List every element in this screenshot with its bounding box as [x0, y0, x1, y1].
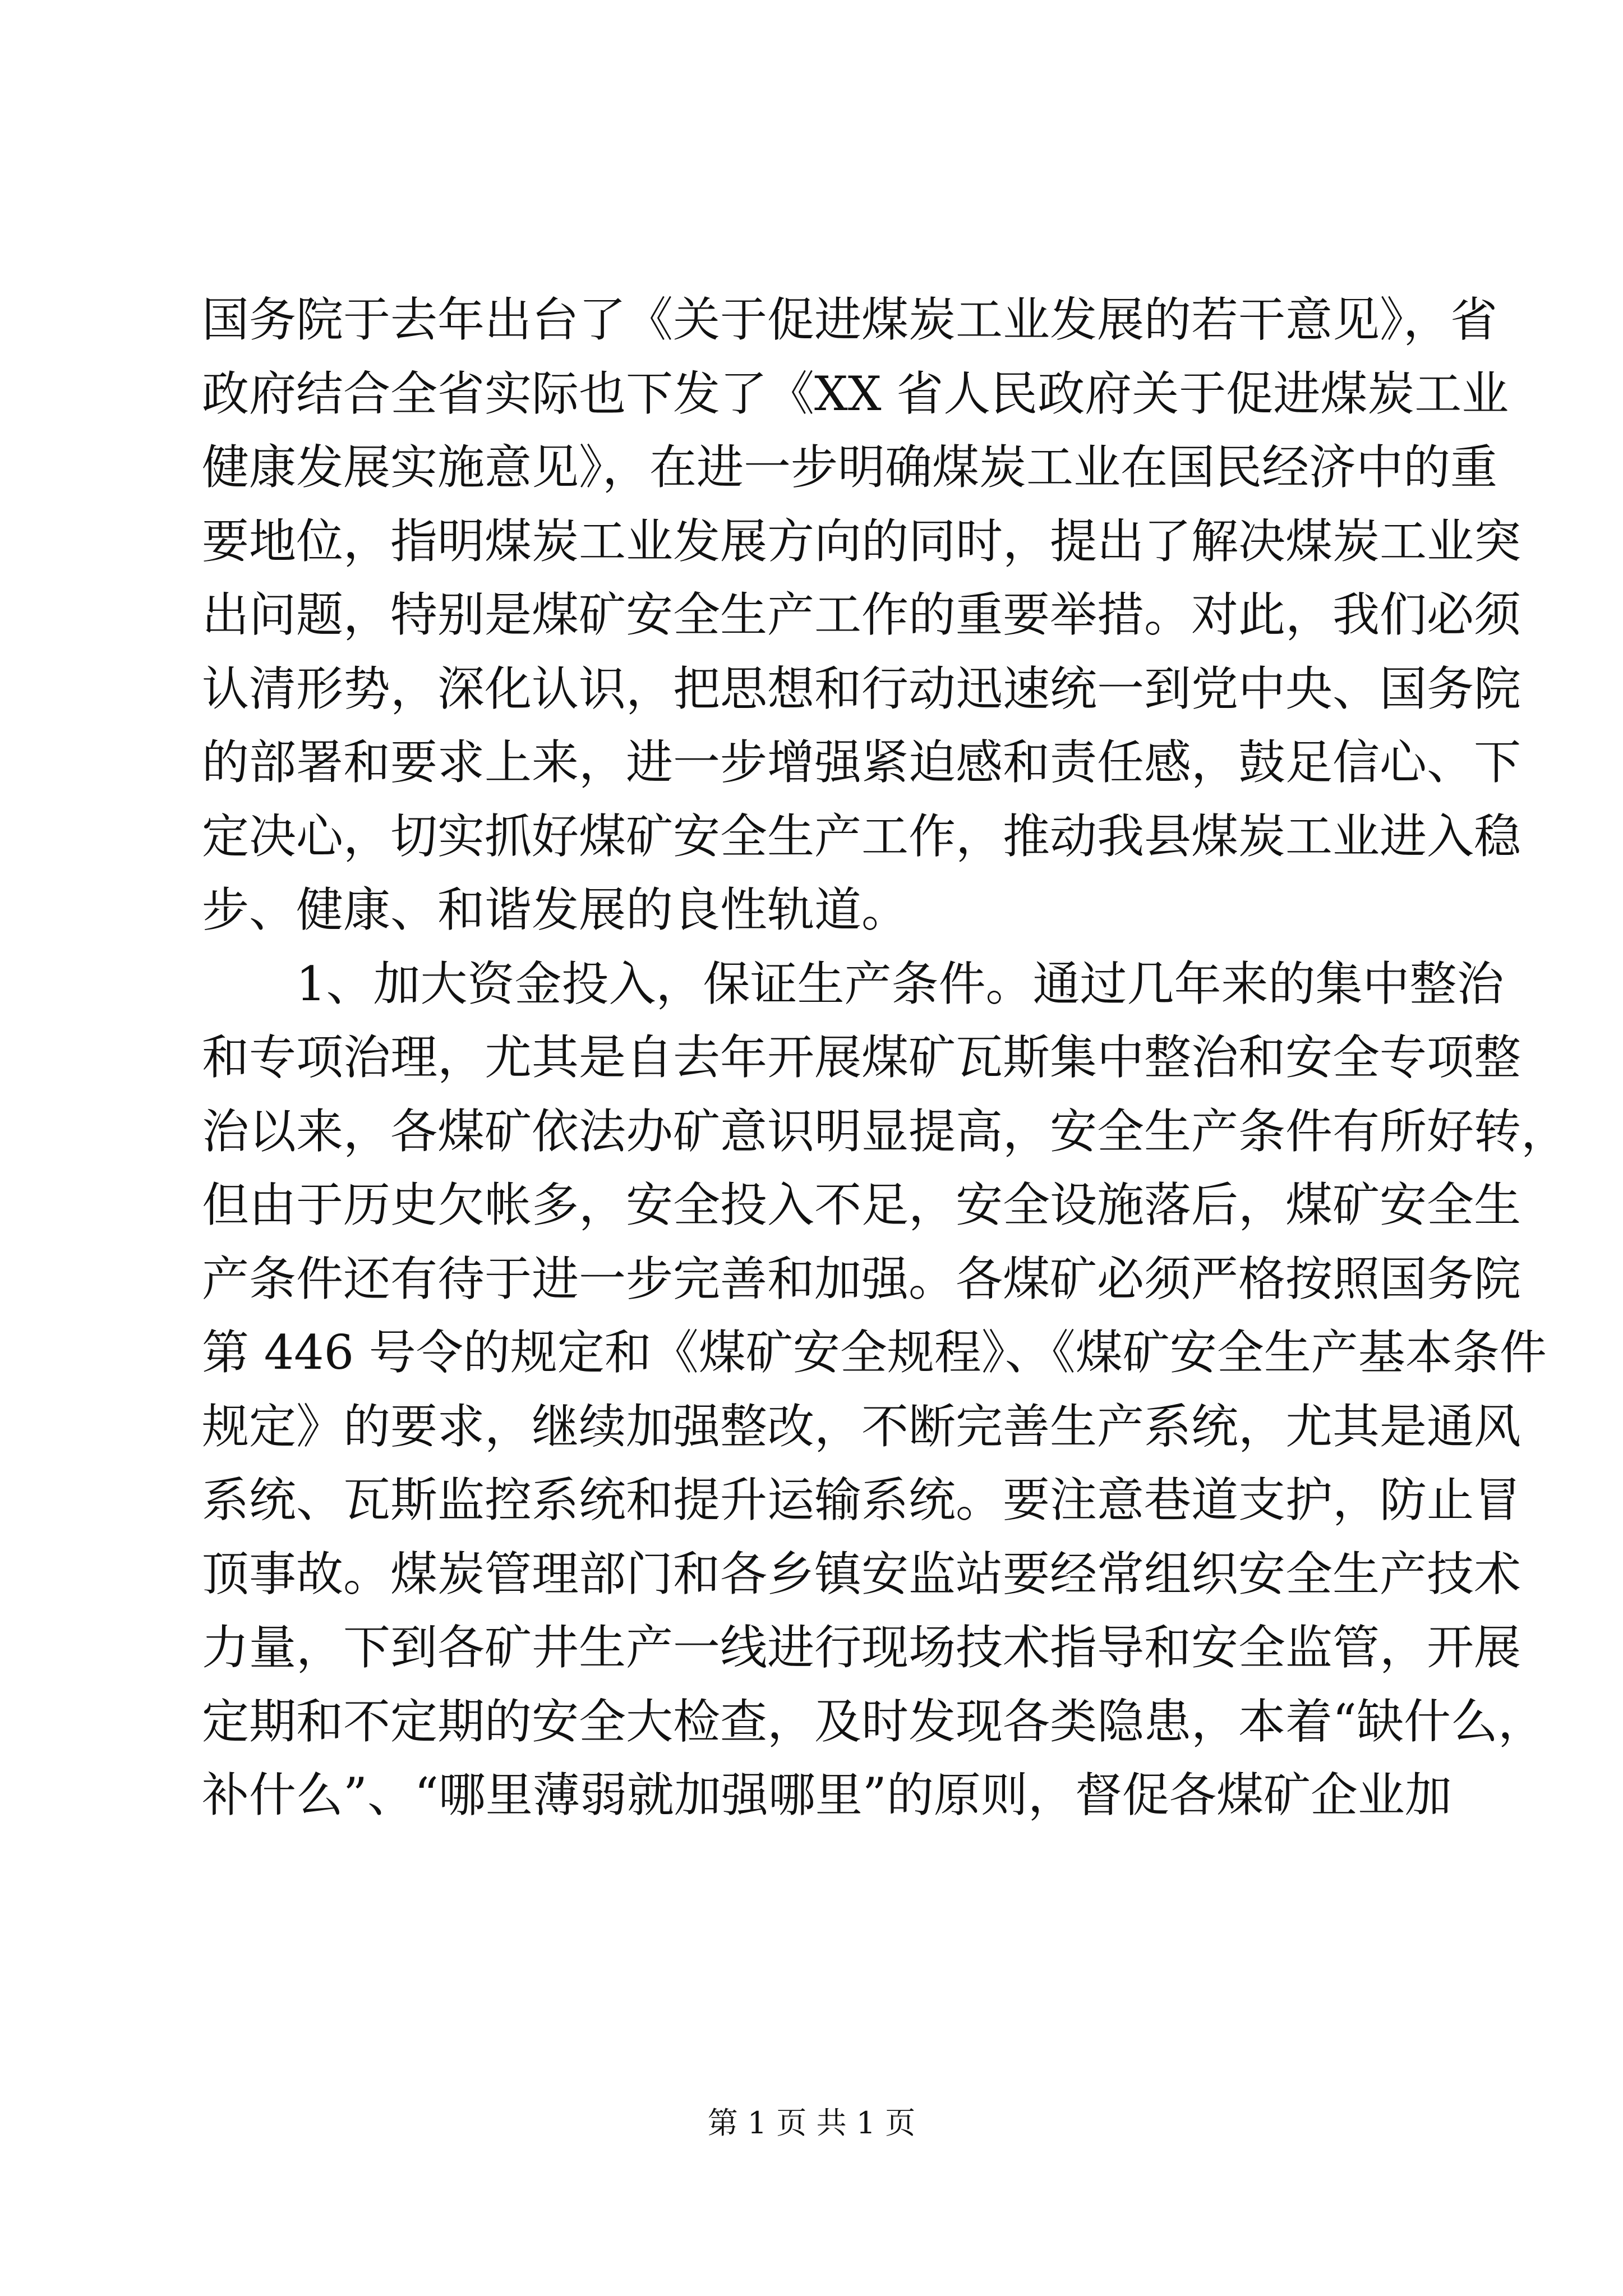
text-line: 但由于历史欠帐多，安全投入不足，安全设施落后，煤矿安全生 — [202, 1177, 1521, 1232]
text-line: 要地位，指明煤炭工业发展方向的同时，提出了解决煤炭工业突 — [202, 513, 1521, 569]
text-line: 治以来，各煤矿依法办矿意识明显提高，安全生产条件有所好转， — [202, 1103, 1569, 1159]
text-line: 规定》的要求，继续加强整改，不断完善生产系统，尤其是通风 — [202, 1398, 1521, 1454]
text-line: 认清形势，深化认识，把思想和行动迅速统一到党中央、国务院 — [202, 661, 1521, 716]
text-line: 国务院于去年出台了《关于促进煤炭工业发展的若干意见》，省 — [202, 292, 1498, 347]
text-line: 顶事故。煤炭管理部门和各乡镇安监站要经常组织安全生产技术 — [202, 1546, 1521, 1602]
text-line: 定决心，切实抓好煤矿安全生产工作，推动我县煤炭工业进入稳 — [202, 808, 1521, 864]
text-line: 出问题，特别是煤矿安全生产工作的重要举措。对此，我们必须 — [202, 587, 1521, 642]
text-line: 系统、瓦斯监控系统和提升运输系统。要注意巷道支护，防止冒 — [202, 1473, 1521, 1527]
text-line: 定期和不定期的安全大检查，及时发现各类隐患，本着“缺什么， — [202, 1694, 1545, 1749]
text-line: 步、健康、和谐发展的良性轨道。 — [202, 882, 909, 937]
text-line: 政府结合全省实际也下发了《XX 省人民政府关于促进煤炭工业 — [202, 366, 1509, 421]
body-text — [202, 283, 1569, 1833]
text-line: 1、加大资金投入，保证生产条件。通过几年来的集中整治 — [296, 956, 1504, 1011]
page-footer: 第 1 页 共 1 页 — [707, 2105, 916, 2141]
text-line: 产条件还有待于进一步完善和加强。各煤矿必须严格按照国务院 — [202, 1251, 1521, 1306]
text-line: 的部署和要求上来，进一步增强紧迫感和责任感，鼓足信心、下 — [202, 735, 1521, 790]
text-line: 补什么”、“哪里薄弱就加强哪里”的原则，督促各煤矿企业加 — [202, 1768, 1452, 1823]
text-line: 力量，下到各矿井生产一线进行现场技术指导和安全监管，开展 — [202, 1620, 1521, 1675]
text-line: 第 446 号令的规定和《煤矿安全规程》、《煤矿安全生产基本条件 — [202, 1325, 1547, 1380]
text-line: 和专项治理，尤其是自去年开展煤矿瓦斯集中整治和安全专项整 — [202, 1030, 1521, 1085]
text-line: 健康发展实施意见》，在进一步明确煤炭工业在国民经济中的重 — [202, 440, 1498, 495]
